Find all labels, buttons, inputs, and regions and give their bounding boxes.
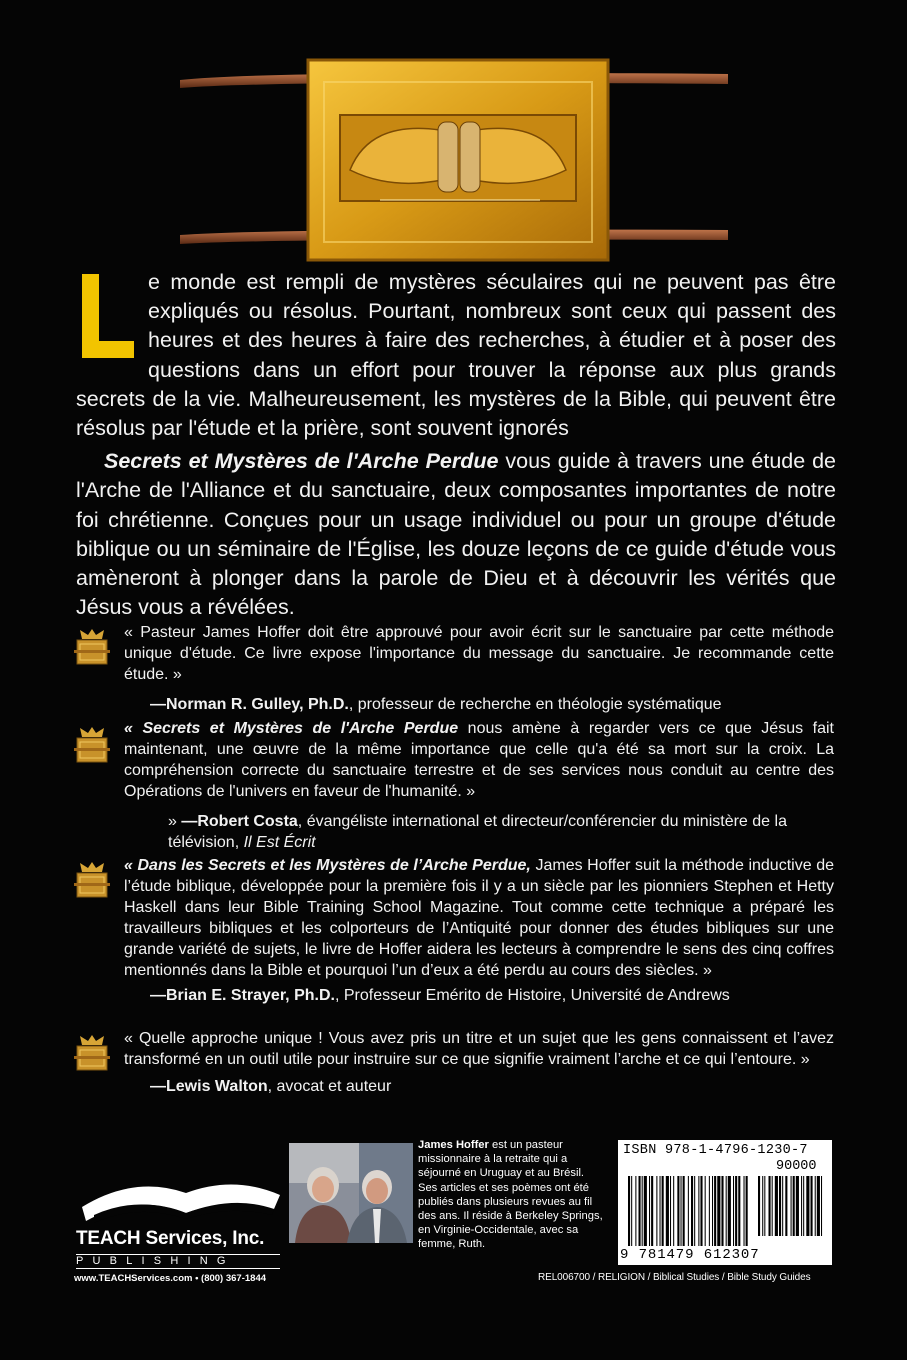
addon-bar (791, 1176, 792, 1236)
barcode-bar (651, 1176, 653, 1246)
addon-bar (758, 1176, 760, 1236)
barcode-bar (728, 1176, 731, 1246)
barcode-bar (705, 1176, 706, 1246)
publisher-contact: www.TEACHServices.com • (800) 367-1844 (74, 1273, 267, 1284)
barcode-bar (656, 1176, 657, 1246)
barcode-bar (721, 1176, 723, 1246)
intro-text (76, 268, 836, 622)
addon-bar (821, 1176, 822, 1236)
addon-bar (779, 1176, 781, 1236)
barcode-bar (733, 1176, 734, 1246)
barcode-bar (712, 1176, 713, 1246)
barcode-bar (631, 1176, 632, 1246)
intro-paragraph-2: Secrets et Mystères de l'Arche Perdue vous guide à travers une étude de l'Arche de l'Alliance et du sanctuaire, deux composantes importantes de notre foi chrétienne. Conçues pour un usage individuel ou pour un groupe d'étude biblique ou un séminaire de l'Église, les douze leçons de ce guide d'étude vous amèneront à plonger dans la parole de Dieu et à découvrir les vérités que Jésus vous a révélées. (76, 449, 836, 620)
barcode-bar (639, 1176, 641, 1246)
barcode-bar (700, 1176, 702, 1246)
barcode-bar (746, 1176, 748, 1246)
ark-icon (74, 724, 110, 766)
addon-bar (769, 1176, 771, 1236)
barcode-bar (642, 1176, 643, 1246)
addon-bar (811, 1176, 813, 1236)
barcode-bar (744, 1176, 745, 1246)
ean-number: 9 781479 612307 (620, 1247, 760, 1263)
addon-bar (764, 1176, 765, 1236)
barcode-bar (688, 1176, 689, 1246)
barcode-bar (698, 1176, 699, 1246)
barcode-bar (681, 1176, 682, 1246)
barcode-bar (635, 1176, 636, 1246)
intro-paragraph-1: e monde est rempli de mystères séculaires qui ne peuvent pas être expliqués ou résolus. Pourtant, nombreux sont ceux qui passent des heures et des heures à faire des recherches, à étudier et à poser des questions dans un effort pour trouver la réponse aux plus grands secrets de la vie. Malheureusement, les mystères de la Bible, qui peuvent être résolus par l'étude et la prière, sont souvent ignorés (76, 270, 836, 441)
barcode-bar (673, 1176, 674, 1246)
barcode-bar (709, 1176, 710, 1246)
barcode-bar (717, 1176, 720, 1246)
testimonial-3: « Dans les Secrets et les Mystères de l’Arche Perdue, James Hoffer suit la méthode inductive de l’étude biblique, développée pour la première fois il y a un siècle par les pionniers Stephen et Hetty Haskell dans leur Bible Training School Magazine. Tout comme cette technique a préparé les travailleurs bibliques et les colporteurs de l’Antiquité pour donner des études bibliques sur une grande variété de sujets, le livre de Hoffer aidera les lecteurs à comprendre le sens des cinq coffres mentionnés dans la Bible et pourquoi l’un d’eux a été perdu au cours des siècles. » —Brian E. Strayer, Ph.D., Professeur Emérito de Histoire, Université de Andrews (74, 855, 834, 1006)
ark-icon (74, 859, 110, 901)
barcode-bar (644, 1176, 647, 1246)
book-title: Secrets et Mystères de l'Arche Perdue (104, 449, 499, 474)
barcode-bar (628, 1176, 630, 1246)
testimonial-4: « Quelle approche unique ! Vous avez pris un titre et un sujet que les gens connaissent et l’avez transformé en un outil utile pour instruire sur ce que signifie vraiment l’arche et ce qui l’entoure. » —Lewis Walton, avocat et auteur (74, 1028, 834, 1097)
publisher-tagline: PUBLISHING (76, 1254, 280, 1269)
addon-bar (785, 1176, 787, 1236)
barcode-bar (738, 1176, 740, 1246)
addon-bar (775, 1176, 778, 1236)
drop-cap-l (82, 274, 134, 358)
testimonial-1: « Pasteur James Hoffer doit être approuvé pour avoir écrit sur le sanctuaire par cette méthode unique d'étude. Ce livre expose l'importance du message du sanctuaire. Je recommande cette étude. » —Norman R. Gulley, Ph.D., professeur de recherche en théologie systématique (74, 622, 834, 715)
bisac-category: REL006700 / RELIGION / Biblical Studies / Bible Study Guides (538, 1272, 811, 1283)
testimonial-2: « Secrets et Mystères de l'Arche Perdue nous amène à regarder vers ce que Jésus fait maintenant, une œuvre de la même importance que celle qu'a été sa mort sur la croix. La compréhension correcte du sanctuaire terrestre et de ses services nous conduit au centre des Opérations de l'univers en faveur de l'humanité. » » —Robert Costa, évangéliste international et directeur/conférencier du ministère de la télévision, Il Est Écrit (74, 718, 834, 853)
barcode-bar (735, 1176, 737, 1246)
barcode-bar (694, 1176, 695, 1246)
barcode-bar (683, 1176, 685, 1246)
barcode-bar (666, 1176, 669, 1246)
addon-bar (815, 1176, 816, 1236)
ark-of-covenant-image (180, 50, 740, 270)
addon-bar (796, 1176, 799, 1236)
barcode-bar (677, 1176, 679, 1246)
barcode-bar (649, 1176, 650, 1246)
addon-bar (803, 1176, 804, 1236)
addon-bar (801, 1176, 802, 1236)
barcode-bar (726, 1176, 727, 1246)
barcode-bar (662, 1176, 664, 1246)
barcode-bar (714, 1176, 716, 1246)
barcode-bar (660, 1176, 661, 1246)
addon-bar (782, 1176, 783, 1236)
addon-bar (762, 1176, 763, 1236)
isbn-number: ISBN 978-1-4796-1230-7 (623, 1143, 808, 1158)
ark-icon (74, 626, 110, 668)
addon-bar (772, 1176, 773, 1236)
barcode-bar (691, 1176, 693, 1246)
publisher-name: TEACH Services, Inc. (76, 1228, 265, 1249)
price-code: 90000 (776, 1159, 817, 1174)
addon-bar (806, 1176, 809, 1236)
author-photo (289, 1143, 413, 1243)
author-bio: James Hoffer est un pasteur missionnaire à la retraite qui a séjourné en Uruguay et au Brésil. Ses articles et ses poèmes ont été publiés dans plusieurs revues au fil des ans. Il réside à Berkeley Springs, en Virginie-Occidentale, avec sa femme, Ruth. (418, 1139, 603, 1251)
barcode-bar (670, 1176, 671, 1246)
addon-bar (793, 1176, 795, 1236)
barcode-bars (628, 1176, 826, 1246)
ark-icon (74, 1032, 110, 1074)
addon-bar (817, 1176, 820, 1236)
